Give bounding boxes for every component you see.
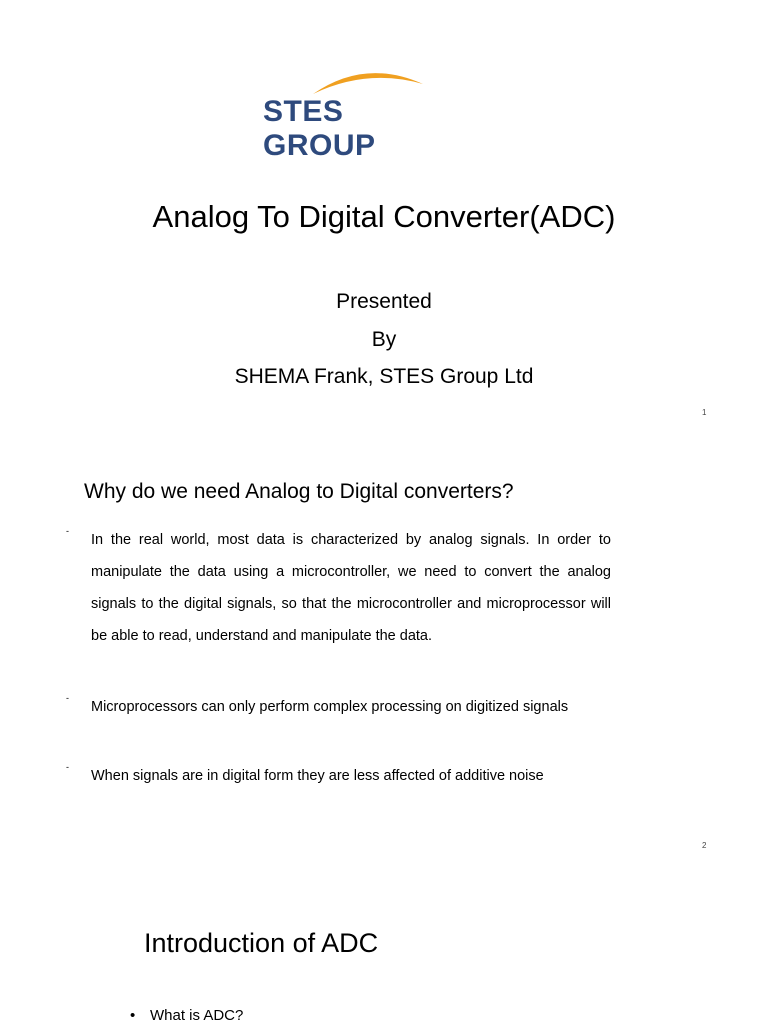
bullet-marker: - xyxy=(66,526,69,536)
list-item xyxy=(66,760,611,792)
slide2-title: Why do we need Analog to Digital converters? xyxy=(84,480,514,503)
list-item xyxy=(66,691,611,723)
bullet-marker: • xyxy=(130,1007,136,1024)
list-item xyxy=(66,524,611,652)
presented-label: Presented xyxy=(336,290,432,313)
stes-group-logo xyxy=(255,62,455,162)
page-number-1: 1 xyxy=(702,408,707,417)
slide1-title: Analog To Digital Converter(ADC) xyxy=(152,199,616,234)
logo-text: STES GROUP xyxy=(263,95,376,162)
page-number-2: 2 xyxy=(702,841,707,850)
bullet-text: In the real world, most data is characterized by analog signals. In order to manipulate the data using a microcontroller, we need to convert the analog signals to the digital signals, so that the microcontroller and microprocessor will be able to read, understand and manipulate the data. xyxy=(91,532,611,644)
bullet-text: Microprocessors can only perform complex processing on digitized signals xyxy=(91,699,569,715)
bullet-marker: - xyxy=(66,693,69,703)
bullet-text: When signals are in digital form they are less affected of additive noise xyxy=(91,768,544,784)
bullet-marker: - xyxy=(66,762,69,772)
bullet-text: What is ADC? xyxy=(150,1007,244,1024)
presenter-name: SHEMA Frank, STES Group Ltd xyxy=(234,365,534,388)
by-label: By xyxy=(371,328,397,351)
list-item xyxy=(130,1007,243,1024)
slide3-title: Introduction of ADC xyxy=(144,928,379,958)
